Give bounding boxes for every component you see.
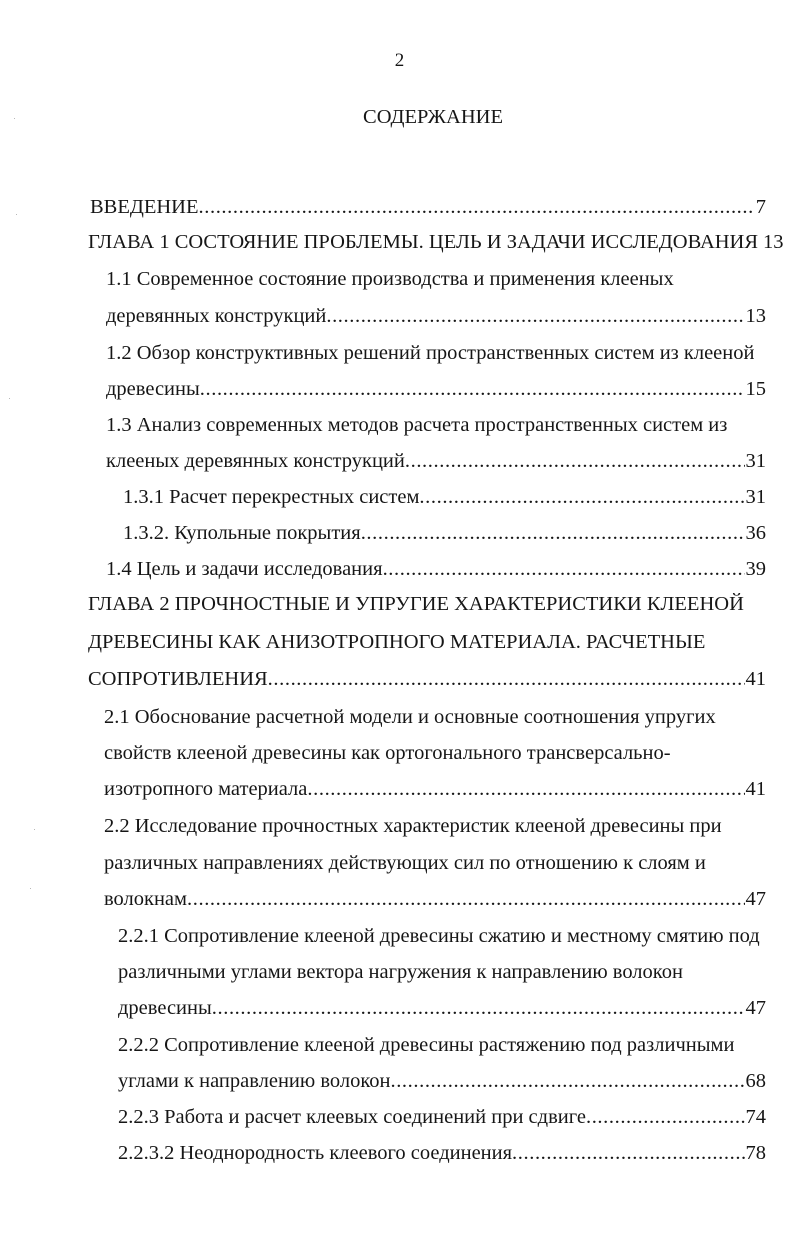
scan-speck [14,118,15,119]
toc-leader-dots [405,450,745,473]
toc-entry-label: СОПРОТИВЛЕНИЯ [88,668,268,690]
toc-entry-page: 31 [745,450,766,472]
toc-entry-chapter-2[interactable] [88,668,766,696]
toc-entry-2-2-2-line1: 2.2.2 Сопротивление клееной древесины растяжению под различными [118,1034,735,1056]
toc-entry-2-2-1-line1: 2.2.1 Сопротивление клееной древесины сжатию и местному смятию под [118,925,760,947]
toc-entry-chapter-2-line1: ГЛАВА 2 ПРОЧНОСТНЫЕ И УПРУГИЕ ХАРАКТЕРИСТИКИ КЛЕЕНОЙ [88,593,744,615]
toc-entry-page: 41 [745,668,766,690]
toc-leader-dots [200,378,745,401]
toc-entry-label: волокнам [104,888,188,910]
toc-entry-1-3-1[interactable] [123,486,766,514]
toc-entry-page: 39 [745,558,766,580]
toc-entry-chapter-2-line2: ДРЕВЕСИНЫ КАК АНИЗОТРОПНОГО МАТЕРИАЛА. РАСЧЕТНЫЕ [88,631,706,653]
toc-entry-2-2-1[interactable] [118,997,766,1025]
toc-entry-2-2-line2: различных направлениях действующих сил по отношению к слоям и [104,852,706,874]
toc-entry-2-2-1-line2: различными углами вектора нагружения к направлению волокон [118,961,683,983]
toc-entry-page: 74 [745,1106,766,1128]
toc-entry-2-1[interactable] [104,778,766,806]
toc-leader-dots [361,522,745,545]
toc-leader-dots [383,558,745,581]
toc-entry-page: 47 [745,888,766,910]
toc-entry-label: клееных деревянных конструкций [106,450,405,472]
toc-entry-introduction[interactable] [90,196,766,224]
page-title: СОДЕРЖАНИЕ [363,106,503,128]
scan-speck [30,888,31,889]
toc-leader-dots [326,305,744,328]
toc-leader-dots [586,1106,745,1129]
toc-leader-dots [187,888,744,911]
toc-entry-label: 2.2.3.2 Неоднородность клеевого соединения [118,1142,513,1164]
toc-entry-page: 47 [745,997,766,1019]
toc-entry-page: 41 [745,778,766,800]
toc-entry-label: изотропного материала [104,778,308,800]
toc-entry-1-2[interactable] [106,378,766,406]
toc-entry-label: деревянных конструкций [106,305,327,327]
toc-leader-dots [390,1070,744,1093]
toc-entry-chapter-1[interactable] [88,231,784,259]
toc-entry-1-1-line1: 1.1 Современное состояние производства и применения клееных [106,268,674,290]
toc-entry-1-3-2[interactable] [123,522,766,550]
toc-leader-dots [212,997,745,1020]
toc-entry-2-2-2[interactable] [118,1070,766,1098]
toc-entry-label: углами к направлению волокон [118,1070,391,1092]
toc-entry-2-2-3-2[interactable] [118,1142,766,1170]
toc-entry-page: 68 [745,1070,766,1092]
toc-entry-2-1-line1: 2.1 Обоснование расчетной модели и основные соотношения упругих [104,706,716,728]
toc-entry-1-3-line1: 1.3 Анализ современных методов расчета пространственных систем из [106,414,728,436]
toc-entry-label: ГЛАВА 1 СОСТОЯНИЕ ПРОБЛЕМЫ. ЦЕЛЬ И ЗАДАЧИ ИССЛЕДОВАНИЯ [88,231,759,253]
toc-entry-label: 2.2.3 Работа и расчет клеевых соединений при сдвиге [118,1106,586,1128]
toc-entry-page: 13 [763,231,784,253]
toc-leader-dots [199,196,755,219]
toc-entry-1-1[interactable] [106,305,766,333]
toc-leader-dots [512,1142,744,1165]
toc-entry-2-2-3[interactable] [118,1106,766,1134]
toc-entry-1-2-line1: 1.2 Обзор конструктивных решений пространственных систем из клееной [106,342,755,364]
toc-entry-page: 13 [745,305,766,327]
toc-leader-dots [307,778,744,801]
scan-speck [34,829,35,830]
toc-entry-page: 78 [745,1142,766,1164]
toc-entry-2-2[interactable] [104,888,766,916]
toc-entry-page: 36 [745,522,766,544]
toc-entry-label: 1.3.2. Купольные покрытия [123,522,361,544]
toc-entry-1-4[interactable] [106,558,766,586]
toc-entry-page: 7 [755,196,766,218]
page-number: 2 [394,50,405,71]
toc-entry-2-1-line2: свойств клееной древесины как ортогонального трансверсально- [104,742,671,764]
toc-entry-page: 15 [745,378,766,400]
toc-entry-label: 1.3.1 Расчет перекрестных систем [123,486,420,508]
toc-entry-2-2-line1: 2.2 Исследование прочностных характеристик клееной древесины при [104,815,722,837]
toc-entry-label: древесины [106,378,200,400]
toc-entry-1-3[interactable] [106,450,766,478]
toc-entry-label: древесины [118,997,212,1019]
toc-leader-dots [268,668,745,691]
toc-entry-label: ВВЕДЕНИЕ [90,196,199,218]
scan-speck [16,214,17,215]
toc-entry-label: 1.4 Цель и задачи исследования [106,558,383,580]
toc-leader-dots [419,486,744,509]
toc-entry-page: 31 [745,486,766,508]
scan-speck [9,398,10,399]
